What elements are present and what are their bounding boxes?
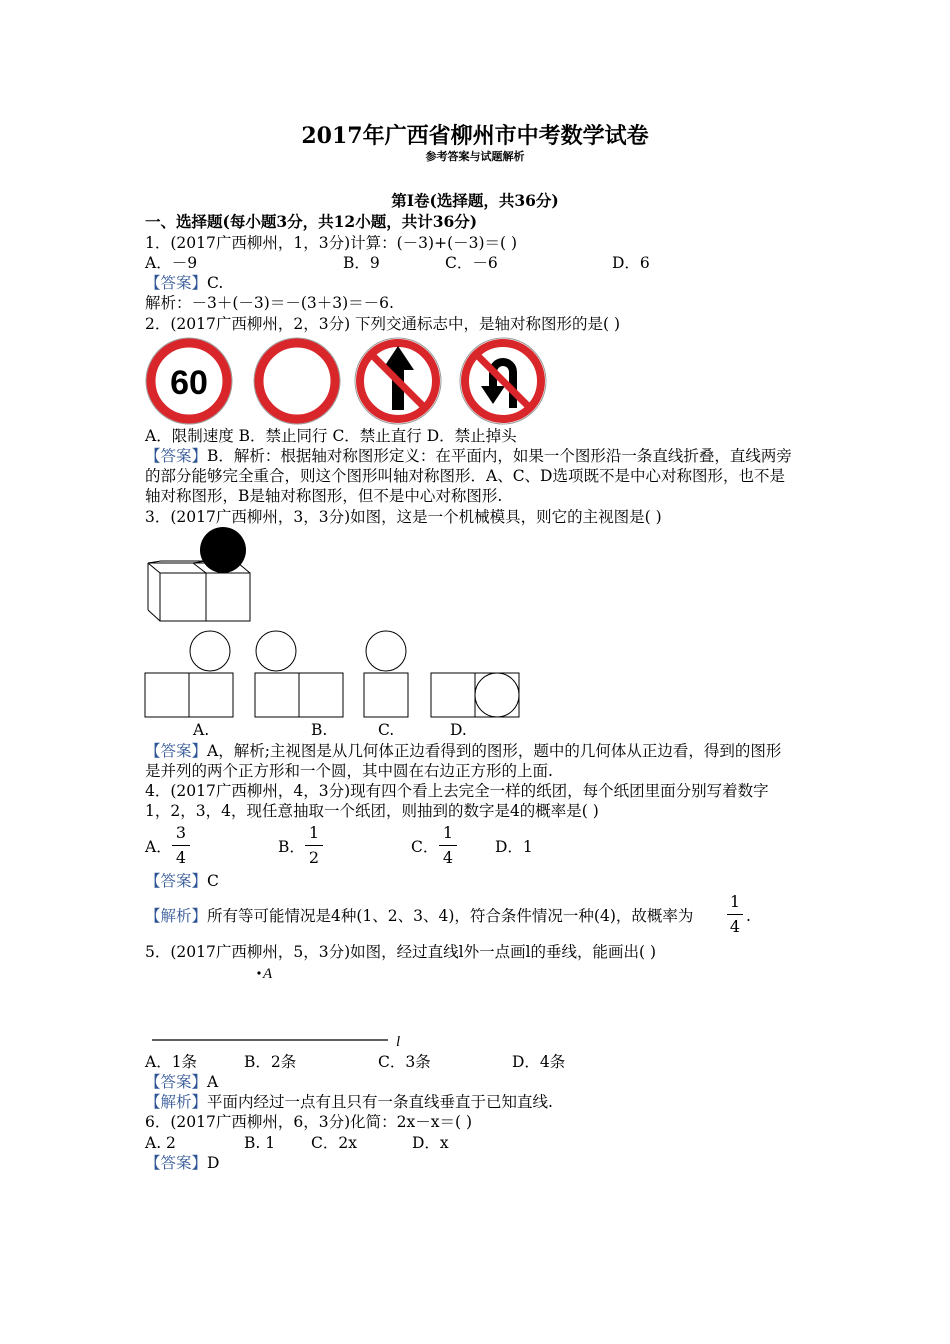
q1-option-c: C．－6 — [445, 254, 498, 272]
answer-tag: 【答案】 — [145, 872, 208, 890]
option-b-view-figure — [253, 630, 345, 720]
q5-option-a: A．1条 — [145, 1053, 198, 1071]
q1-option-d: D．6 — [612, 254, 650, 272]
q2-answer-line-2: 的部分能够完全重合，则这个图形叫轴对称图形．A、C、D选项既不是中心对称图形，也不是 — [145, 467, 785, 485]
q6-answer-line — [145, 1153, 219, 1173]
q6-option-b: B. 1 — [244, 1134, 276, 1152]
q4-analysis: 所有等可能情况是4种(1、2、3、4)，符合条件情况一种(4)，故概率为 — [207, 907, 694, 925]
answer-tag: 【答案】 — [145, 1154, 208, 1172]
q5-option-b: B．2条 — [244, 1053, 297, 1071]
q5-answer: A — [207, 1073, 219, 1091]
q4-option-c-fraction — [439, 823, 457, 868]
q5-analysis: 平面内经过一点有且只有一条直线垂直于已知直线. — [207, 1093, 553, 1111]
analysis-tag: 【解析】 — [145, 907, 208, 925]
numerator: 1 — [308, 823, 320, 842]
q3-option-b-label: B. — [311, 721, 328, 739]
q1-option-b: B．9 — [343, 254, 380, 272]
q4-analysis-fraction — [727, 892, 743, 937]
option-a-view-figure — [143, 630, 235, 720]
denominator: 2 — [308, 848, 320, 867]
no-entry-sign-icon — [251, 336, 343, 426]
q2-answer-line-1: B．解析：根据轴对称图形定义：在平面内，如果一个图形沿一条直线折叠，直线两旁 — [207, 447, 792, 465]
q5-analysis-line — [145, 1092, 553, 1112]
q3-answer-line-1: A，解析;主视图是从几何体正边看得到的图形，题中的几何体从正边看，得到的图形 — [207, 742, 782, 760]
q4-option-b-fraction — [305, 823, 323, 868]
q4-option-b-label: B． — [278, 838, 305, 856]
q4-option-c-label: C． — [411, 838, 439, 856]
analysis-tag: 【解析】 — [145, 1093, 208, 1111]
q2-answer-line — [145, 446, 792, 466]
mechanical-mold-figure — [140, 525, 260, 625]
q6-stem: 6．(2017广西柳州，6，3分)化简：2x－x＝( ) — [145, 1113, 472, 1131]
q5-option-c: C．3条 — [378, 1053, 431, 1071]
point-a-label: A — [263, 966, 273, 982]
q4-stem-line-1: 4．(2017广西柳州，4，3分)现有四个看上去完全一样的纸团，每个纸团里面分别写着数字 — [145, 782, 769, 800]
q2-answer-line-3: 轴对称图形，B是轴对称图形，但不是中心对称图形. — [145, 487, 503, 505]
q3-option-a-label: A. — [193, 721, 210, 739]
q6-answer: D — [207, 1154, 220, 1172]
answer-tag: 【答案】 — [145, 1073, 208, 1091]
numerator: 3 — [175, 823, 187, 842]
q2-stem: 2．(2017广西柳州，2，3分) 下列交通标志中，是轴对称图形的是( ) — [145, 315, 621, 333]
denominator: 4 — [442, 848, 454, 867]
denominator: 4 — [175, 848, 187, 867]
q4-answer-line — [145, 871, 219, 891]
option-c-view-figure — [362, 630, 412, 720]
q5-stem: 5．(2017广西柳州，5，3分)如图，经过直线l外一点画l的垂线，能画出( ) — [145, 943, 657, 961]
no-u-turn-sign-icon — [457, 336, 549, 426]
denominator: 4 — [729, 917, 741, 936]
q6-option-d: D．x — [412, 1134, 449, 1152]
speed-limit-text: 60 — [170, 364, 208, 402]
point-a-figure — [255, 962, 285, 982]
answer-tag: 【答案】 — [145, 274, 208, 292]
answer-tag: 【答案】 — [145, 742, 208, 760]
q1-answer-line — [145, 273, 223, 293]
q3-stem: 3．(2017广西柳州，3，3分)如图，这是一个机械模具，则它的主视图是( ) — [145, 508, 662, 526]
q5-option-d: D．4条 — [512, 1053, 566, 1071]
q1-answer: C. — [207, 274, 224, 292]
q3-answer-line-2: 是并列的两个正方形和一个圆，其中圆在右边正方形的上面. — [145, 762, 553, 780]
no-straight-sign-icon — [352, 336, 444, 426]
answer-tag: 【答案】 — [145, 447, 208, 465]
q3-option-c-label: C. — [378, 721, 395, 739]
q4-option-a-label: A． — [145, 838, 172, 856]
q4-stem-line-2: 1，2，3，4，现任意抽取一个纸团，则抽到的数字是4的概率是( ) — [145, 802, 599, 820]
q4-answer: C — [207, 872, 219, 890]
line-l-label: l — [396, 1034, 401, 1050]
page-subtitle: 参考答案与试题解析 — [425, 150, 525, 163]
q3-option-d-label: D. — [450, 721, 467, 739]
section-heading: 一、选择题(每小题3分，共12小题，共计36分) — [145, 212, 478, 231]
q1-analysis: 解析：－3＋(－3)＝－(3＋3)＝－6. — [145, 294, 394, 312]
numerator: 1 — [442, 823, 454, 842]
numerator: 1 — [729, 892, 741, 911]
q5-answer-line — [145, 1072, 218, 1092]
part-title: 第Ⅰ卷(选择题，共36分) — [391, 191, 559, 210]
q4-option-a-fraction — [172, 823, 190, 868]
q4-option-d: D．1 — [495, 838, 533, 856]
q4-analysis-end: . — [746, 907, 751, 925]
q4-analysis-line — [145, 906, 693, 926]
q1-stem: 1．(2017广西柳州，1，3分)计算：(－3)+(－3)＝( ) — [145, 234, 518, 252]
q2-options: A．限制速度 B．禁止同行 C．禁止直行 D．禁止掉头 — [145, 427, 517, 445]
q1-option-a: A．－9 — [145, 254, 198, 272]
q3-answer-line — [145, 741, 781, 761]
q6-option-c: C．2x — [311, 1134, 357, 1152]
option-d-view-figure — [429, 671, 521, 719]
line-l-figure — [150, 1030, 410, 1050]
speed-limit-sign-icon — [143, 336, 235, 426]
page-title: 2017年广西省柳州市中考数学试卷 — [301, 123, 649, 149]
q6-option-a: A. 2 — [145, 1134, 176, 1152]
